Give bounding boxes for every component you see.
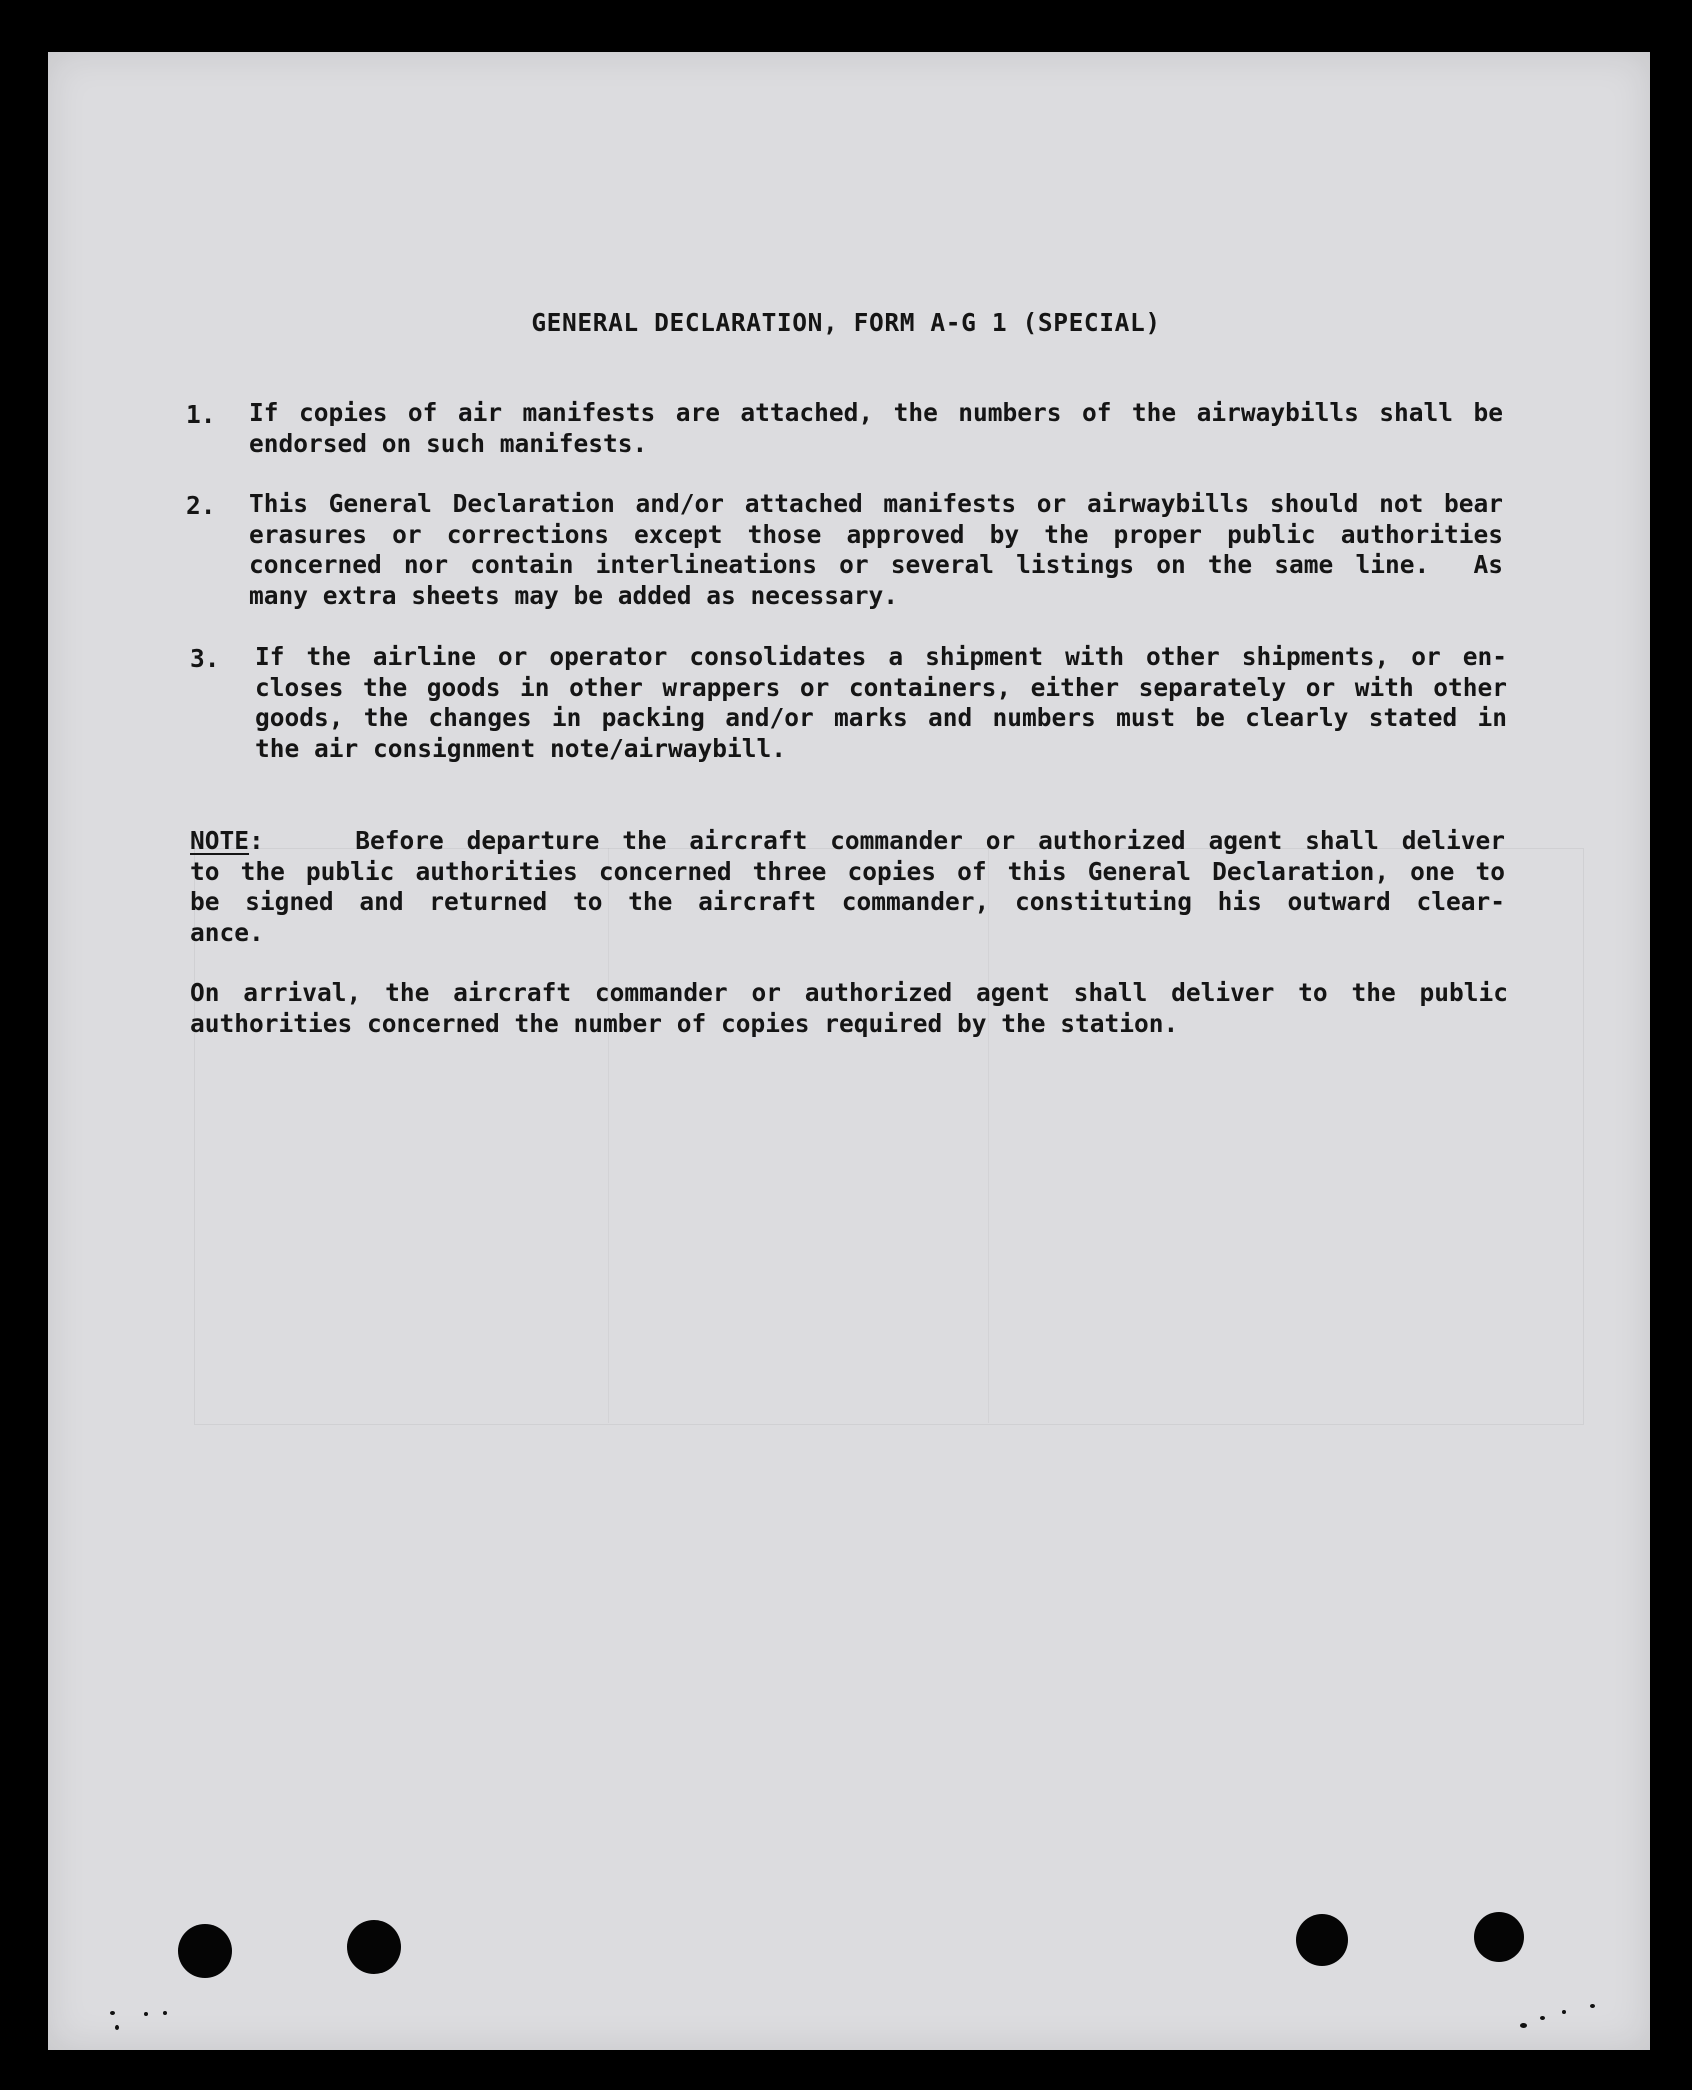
arrival-line: authorities concerned the number of copies required by the station. bbox=[190, 1008, 1179, 1038]
item-3-text bbox=[255, 642, 1507, 764]
scan-speck bbox=[1520, 2023, 1527, 2028]
note-paragraph bbox=[190, 826, 1505, 948]
item-3-number: 3. bbox=[190, 644, 220, 673]
arrival-paragraph bbox=[190, 978, 1508, 1039]
note-line: to the public authorities concerned three copies of this General Declaration, one to bbox=[190, 856, 1505, 886]
item-1-number: 1. bbox=[186, 400, 216, 429]
item-2-line: many extra sheets may be added as necessary. bbox=[249, 580, 899, 610]
punch-hole bbox=[1296, 1914, 1348, 1966]
scan-speck bbox=[110, 2011, 115, 2015]
scan-speck bbox=[144, 2012, 148, 2016]
scan-speck bbox=[163, 2011, 167, 2015]
item-3-line: the air consignment note/airwaybill. bbox=[255, 733, 787, 763]
scan-speck bbox=[115, 2025, 119, 2030]
note-line: ance. bbox=[190, 917, 264, 947]
item-3-line: If the airline or operator consolidates a shipment with other shipments, or en- bbox=[255, 642, 1507, 671]
note-first-line bbox=[190, 826, 1505, 857]
item-3-line: closes the goods in other wrappers or containers, either separately or with other bbox=[255, 672, 1507, 702]
paper-sheet bbox=[48, 52, 1650, 2050]
document-title: GENERAL DECLARATION, FORM A-G 1 (SPECIAL) bbox=[531, 308, 1161, 337]
item-2-line: This General Declaration and/or attached manifests or airwaybills should not bear bbox=[249, 489, 1503, 518]
scan-speck bbox=[1540, 2016, 1545, 2020]
note-first-line-text: Before departure the aircraft commander or authorized agent shall deliver bbox=[263, 826, 1505, 855]
item-3-line: goods, the changes in packing and/or marks and numbers must be clearly stated in bbox=[255, 703, 1507, 732]
punch-hole bbox=[178, 1924, 232, 1978]
punch-hole bbox=[347, 1920, 401, 1974]
item-2-line: erasures or corrections except those approved by the proper public authorities bbox=[249, 519, 1503, 549]
scan-speck bbox=[1590, 2004, 1595, 2008]
item-1-line: If copies of air manifests are attached, the numbers of the airwaybills shall be bbox=[249, 398, 1503, 427]
note-line: be signed and returned to the aircraft commander, constituting his outward clear- bbox=[190, 887, 1505, 916]
arrival-line: On arrival, the aircraft commander or authorized agent shall deliver to the public bbox=[190, 978, 1508, 1007]
item-1-text bbox=[249, 398, 1503, 459]
item-2-text bbox=[249, 489, 1503, 611]
note-label-colon: : bbox=[249, 826, 264, 855]
item-1-line: endorsed on such manifests. bbox=[249, 428, 648, 458]
scan-speck bbox=[1562, 2010, 1566, 2014]
item-2-line: concerned nor contain interlineations or several listings on the same line. As bbox=[249, 550, 1503, 579]
note-label: NOTE bbox=[190, 826, 250, 855]
item-2-number: 2. bbox=[186, 491, 216, 520]
punch-hole bbox=[1474, 1912, 1524, 1962]
